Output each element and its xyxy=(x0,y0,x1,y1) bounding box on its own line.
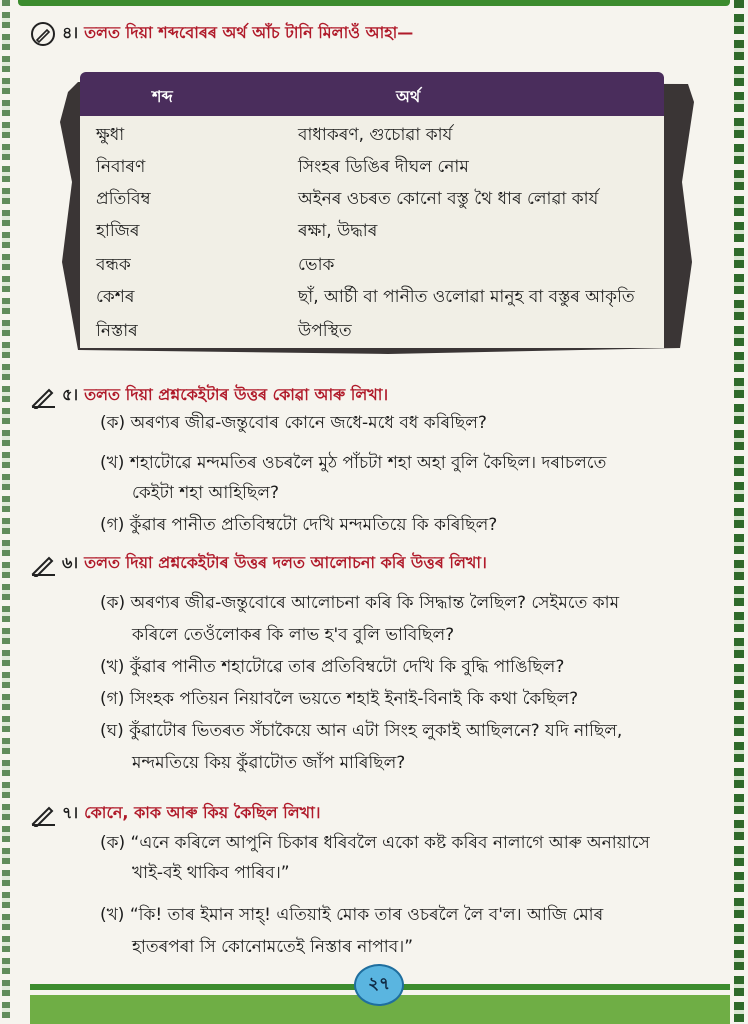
table-row xyxy=(80,280,664,310)
row-word: হাজিৰ xyxy=(96,221,140,241)
table-header-meaning: অৰ্থ xyxy=(396,87,421,106)
q5-line-kha: (খ) শহাটোৱে মন্দমতিৰ ওচৰলৈ মুঠ পাঁচটা শহা অহা বুলি কৈছিল। দৰাচলতে xyxy=(100,453,607,473)
q6-line-kha: (খ) কুঁৱাৰ পানীত শহাটোৱে তাৰ প্ৰতিবিম্বটো দেখি কি বুদ্ধি পাঙিছিল? xyxy=(100,657,565,677)
table-row xyxy=(80,182,664,212)
q7-line-kha: (খ) “কি! তাৰ ইমান সাহ্! এতিয়াই মোক তাৰ ওচৰলৈ লৈ ব'ল। আজি মোৰ xyxy=(100,905,604,925)
q7-line-ka-cont: খাই-বই থাকিব পাৰিব।” xyxy=(132,863,290,883)
table-header xyxy=(80,72,664,116)
row-meaning: উপস্থিত xyxy=(298,321,352,341)
row-word: কেশৰ xyxy=(96,287,135,307)
left-border xyxy=(2,0,10,1024)
q6-number: ৬। xyxy=(62,553,79,572)
row-meaning: বাধাকৰণ, গুচোৱা কাৰ্য xyxy=(298,125,453,145)
q4-title: তলত দিয়া শব্দবোৰৰ অৰ্থ আঁচ টানি মিলাওঁ আহা— xyxy=(84,23,414,42)
table-row xyxy=(80,118,664,148)
q5-line-ka: (ক) অৰণ্যৰ জীৱ-জন্তুবোৰ কোনে জধে-মধে বধ কৰিছিল? xyxy=(100,413,487,433)
q6-title: তলত দিয়া প্ৰশ্নকেইটাৰ উত্তৰ দলত আলোচনা কৰি উত্তৰ লিখা। xyxy=(84,553,487,572)
q4-heading xyxy=(30,20,413,47)
q5-number: ৫। xyxy=(62,385,79,404)
q5-line-ga: (গ) কুঁৱাৰ পানীত প্ৰতিবিম্বটো দেখি মন্দমতিয়ে কি কৰিছিল? xyxy=(100,515,498,535)
q6-line-ka: (ক) অৰণ্যৰ জীৱ-জন্তুবোৰে আলোচনা কৰি কি সিদ্ধান্ত লৈছিল? সেইমতে কাম xyxy=(100,593,620,613)
q7-line-ka: (ক) “এনে কৰিলে আপুনি চিকাৰ ধৰিবলৈ একো কষ্ট কৰিব নালাগে আৰু অনায়াসে xyxy=(100,833,650,853)
q5-line-kha-cont: কেইটা শহা আহিছিল? xyxy=(132,483,280,503)
table-row xyxy=(80,150,664,180)
q6-line-gha: (ঘ) কুঁৱাটোৰ ভিতৰত সঁচাকৈয়ে আন এটা সিংহ লুকাই আছিলনে? যদি নাছিল, xyxy=(100,721,623,741)
q5-title: তলত দিয়া প্ৰশ্নকেইটাৰ উত্তৰ কোৱা আৰু লিখা। xyxy=(84,385,389,404)
row-word: প্ৰতিবিম্ব xyxy=(96,189,151,209)
row-word: নিবাৰণ xyxy=(96,157,146,177)
row-word: বন্ধক xyxy=(96,255,131,275)
q5-heading xyxy=(30,382,388,409)
row-meaning: ছাঁ, আৰ্চী বা পানীত ওলোৱা মানুহ বা বস্তুৰ আকৃতি xyxy=(298,287,635,307)
q7-title: কোনে, কাক আৰু কিয় কৈছিল লিখা। xyxy=(84,803,321,822)
right-border xyxy=(734,0,744,1024)
pencil-icon xyxy=(30,801,56,827)
top-border xyxy=(18,0,730,6)
pencil-circle-icon xyxy=(30,21,56,47)
q6-heading xyxy=(30,550,487,577)
row-meaning: সিংহৰ ডিঙিৰ দীঘল নোম xyxy=(298,157,469,177)
row-word: ক্ষুধা xyxy=(96,125,125,145)
table-header-word: শব্দ xyxy=(152,87,173,106)
row-meaning: অইনৰ ওচৰত কোনো বস্তু থৈ ধাৰ লোৱা কাৰ্য xyxy=(298,189,599,209)
table-row xyxy=(80,314,664,344)
match-table xyxy=(80,116,664,348)
page-number: ২৭ xyxy=(354,964,404,1006)
table-row xyxy=(80,248,664,278)
pencil-icon xyxy=(30,383,56,409)
q7-number: ৭। xyxy=(62,803,79,822)
q7-heading xyxy=(30,800,321,827)
q7-line-kha-cont: হাতৰপৰা সি কোনোমতেই নিস্তাৰ নাপাব।” xyxy=(132,937,414,957)
q6-line-ka-cont: কৰিলে তেওঁলোকৰ কি লাভ হ'ব বুলি ভাবিছিল? xyxy=(132,625,455,645)
row-meaning: ৰক্ষা, উদ্ধাৰ xyxy=(298,221,378,241)
table-row xyxy=(80,214,664,244)
row-meaning: ভোক xyxy=(298,255,335,275)
pencil-icon xyxy=(30,551,56,577)
q6-line-ga: (গ) সিংহক পতিয়ন নিয়াবলৈ ভয়তে শহাই ইনাই-বিনাই কি কথা কৈছিল? xyxy=(100,689,579,709)
row-word: নিস্তাৰ xyxy=(96,321,138,341)
q6-line-gha-cont: মন্দমতিয়ে কিয় কুঁৱাটোত জাঁপ মাৰিছিল? xyxy=(132,753,406,773)
q4-number: ৪। xyxy=(62,23,79,42)
